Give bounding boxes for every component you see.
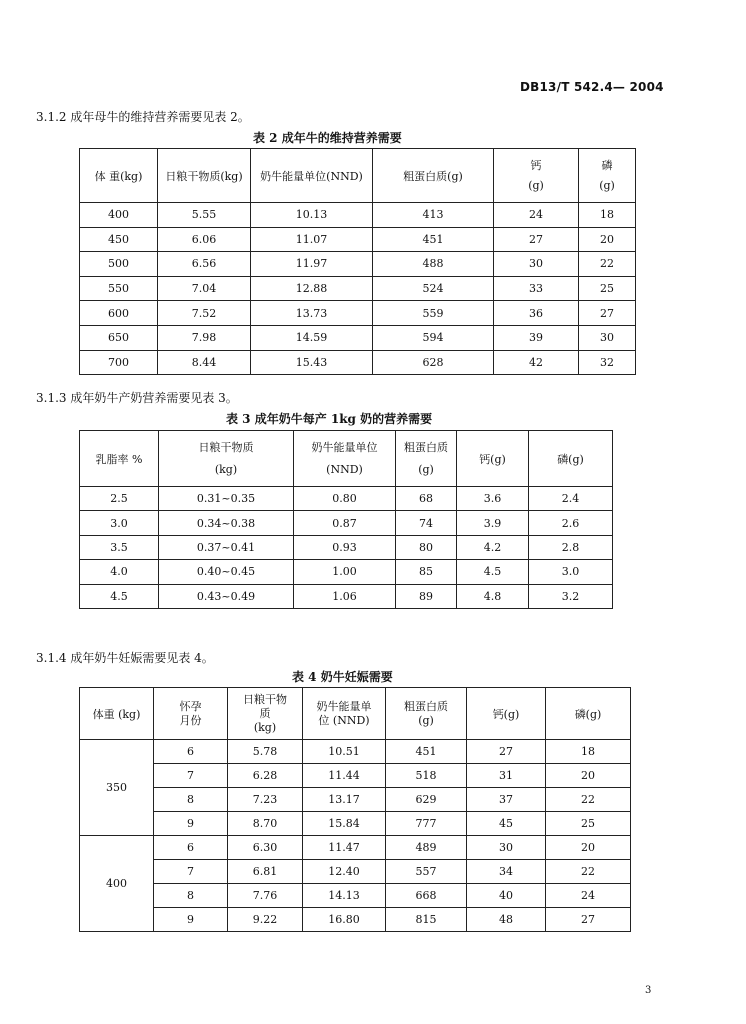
table-cell: 45 — [467, 812, 546, 836]
document-code: DB13/T 542.4— 2004 — [520, 80, 664, 94]
table-cell: 600 — [80, 301, 158, 326]
table-cell: 74 — [396, 511, 457, 535]
table-cell: 488 — [373, 252, 494, 277]
table-cell: 629 — [386, 788, 467, 812]
table4-header-nnd-l2: 位 (NND) — [318, 713, 370, 727]
table-cell: 7.23 — [228, 788, 303, 812]
table-cell: 11.07 — [251, 227, 373, 252]
table2-header-dry-matter: 日粮干物质(kg) — [158, 149, 251, 203]
table4-header-crude-protein-l2: (g) — [418, 713, 434, 727]
table-cell: 18 — [579, 203, 636, 228]
table-cell: 3.9 — [457, 511, 529, 535]
table3-milk-production-requirements — [79, 430, 613, 609]
table-cell: 0.40~0.45 — [159, 560, 294, 584]
table-cell: 4.5 — [457, 560, 529, 584]
table-cell: 518 — [386, 764, 467, 788]
table-cell: 22 — [579, 252, 636, 277]
table-cell: 2.4 — [529, 487, 613, 511]
table-cell: 11.97 — [251, 252, 373, 277]
table-cell: 700 — [80, 350, 158, 375]
table-cell: 85 — [396, 560, 457, 584]
table4-body-weight-350: 350 — [80, 740, 154, 836]
table-row — [80, 764, 631, 788]
table-cell: 7.76 — [228, 884, 303, 908]
table-cell: 550 — [80, 276, 158, 301]
table-cell: 1.00 — [294, 560, 396, 584]
table-cell: 32 — [579, 350, 636, 375]
table-cell: 6.28 — [228, 764, 303, 788]
table4-header-month-l2: 月份 — [179, 713, 202, 727]
section-3-1-4-heading: 3.1.4 成年奶牛妊娠需要见表 4。 — [36, 651, 214, 665]
table-cell: 27 — [579, 301, 636, 326]
table-row — [80, 325, 636, 350]
table-cell: 0.31~0.35 — [159, 487, 294, 511]
table-cell: 3.5 — [80, 535, 159, 559]
table-row — [80, 301, 636, 326]
table-cell: 25 — [546, 812, 631, 836]
table3-header-crude-protein-l2: (g) — [418, 462, 434, 476]
table2-header-calcium-l1: 钙 — [530, 158, 542, 172]
table4-header-phosphorus: 磷(g) — [546, 688, 631, 740]
table-cell: 5.78 — [228, 740, 303, 764]
table-cell: 30 — [467, 836, 546, 860]
table-cell: 31 — [467, 764, 546, 788]
table-cell: 2.5 — [80, 487, 159, 511]
table-cell: 27 — [546, 908, 631, 932]
table-cell: 1.06 — [294, 584, 396, 608]
table-cell: 557 — [386, 860, 467, 884]
table-row — [80, 511, 613, 535]
table2-caption: 表 2 成年牛的维持营养需要 — [253, 131, 402, 145]
table-cell: 15.43 — [251, 350, 373, 375]
table-cell: 0.43~0.49 — [159, 584, 294, 608]
table-cell: 8.70 — [228, 812, 303, 836]
table2-header-nnd: 奶牛能量单位(NND) — [251, 149, 373, 203]
table3-caption: 表 3 成年奶牛每产 1kg 奶的营养需要 — [226, 412, 433, 426]
table2-header-calcium-l2: (g) — [528, 178, 544, 192]
table-cell: 10.13 — [251, 203, 373, 228]
table3-header-calcium: 钙(g) — [457, 431, 529, 487]
table3-header-nnd-l1: 奶牛能量单位 — [311, 440, 378, 454]
table-cell: 13.17 — [303, 788, 386, 812]
table-cell: 80 — [396, 535, 457, 559]
table-cell: 20 — [579, 227, 636, 252]
table-cell: 20 — [546, 836, 631, 860]
table-cell: 12.40 — [303, 860, 386, 884]
table-cell: 14.13 — [303, 884, 386, 908]
table-cell: 8.44 — [158, 350, 251, 375]
table-cell: 4.5 — [80, 584, 159, 608]
table-row — [80, 276, 636, 301]
table-cell: 30 — [579, 325, 636, 350]
table-cell: 5.55 — [158, 203, 251, 228]
table-cell: 2.8 — [529, 535, 613, 559]
table-row — [80, 860, 631, 884]
table-cell: 34 — [467, 860, 546, 884]
table-cell: 2.6 — [529, 511, 613, 535]
table-cell: 7 — [154, 764, 228, 788]
section-3-1-2-heading: 3.1.2 成年母牛的维持营养需要见表 2。 — [36, 110, 250, 124]
table3-header-dry-matter — [159, 431, 294, 487]
table4-header-dry-matter-l2: 质 — [259, 706, 271, 720]
table-row — [80, 487, 613, 511]
table-cell: 0.37~0.41 — [159, 535, 294, 559]
table-cell: 815 — [386, 908, 467, 932]
table-cell: 0.87 — [294, 511, 396, 535]
table-cell: 3.0 — [529, 560, 613, 584]
table-row — [80, 740, 631, 764]
table4-header-month-l1: 怀孕 — [179, 699, 202, 713]
table-cell: 6 — [154, 740, 228, 764]
table2-maintenance-requirements — [79, 148, 636, 375]
table4-header-dry-matter — [228, 688, 303, 740]
table-cell: 7.98 — [158, 325, 251, 350]
table-cell: 22 — [546, 860, 631, 884]
table3-header-milk-fat: 乳脂率 % — [80, 431, 159, 487]
table-cell: 4.2 — [457, 535, 529, 559]
table-row — [80, 788, 631, 812]
table-cell: 24 — [546, 884, 631, 908]
table-cell: 30 — [494, 252, 579, 277]
table3-header-nnd — [294, 431, 396, 487]
table4-header-nnd-l1: 奶牛能量单 — [316, 699, 372, 713]
table-cell: 33 — [494, 276, 579, 301]
table-cell: 24 — [494, 203, 579, 228]
table-cell: 13.73 — [251, 301, 373, 326]
table4-header-calcium: 钙(g) — [467, 688, 546, 740]
table-cell: 0.34~0.38 — [159, 511, 294, 535]
table-cell: 37 — [467, 788, 546, 812]
section-3-1-3-heading: 3.1.3 成年奶牛产奶营养需要见表 3。 — [36, 391, 238, 405]
table-row — [80, 560, 613, 584]
table-row — [80, 884, 631, 908]
table-cell: 25 — [579, 276, 636, 301]
table-cell: 450 — [80, 227, 158, 252]
table-cell: 22 — [546, 788, 631, 812]
table-cell: 3.2 — [529, 584, 613, 608]
table-row — [80, 227, 636, 252]
table3-header-crude-protein — [396, 431, 457, 487]
table-cell: 559 — [373, 301, 494, 326]
table4-header-row — [80, 688, 631, 740]
table-cell: 9.22 — [228, 908, 303, 932]
table-cell: 7.52 — [158, 301, 251, 326]
table-cell: 400 — [80, 203, 158, 228]
table-row — [80, 350, 636, 375]
table-cell: 48 — [467, 908, 546, 932]
table2-header-phosphorus — [579, 149, 636, 203]
table3-header-phosphorus: 磷(g) — [529, 431, 613, 487]
table-cell: 489 — [386, 836, 467, 860]
table-cell: 11.44 — [303, 764, 386, 788]
table-row — [80, 584, 613, 608]
table2-header-phosphorus-l2: (g) — [599, 178, 615, 192]
table4-pregnancy-requirements — [79, 687, 631, 932]
table-cell: 3.0 — [80, 511, 159, 535]
table-cell: 668 — [386, 884, 467, 908]
table-cell: 42 — [494, 350, 579, 375]
table-cell: 6 — [154, 836, 228, 860]
table3-header-row — [80, 431, 613, 487]
table-cell: 650 — [80, 325, 158, 350]
table4-header-crude-protein — [386, 688, 467, 740]
table-cell: 8 — [154, 884, 228, 908]
table-cell: 3.6 — [457, 487, 529, 511]
table4-header-body-weight: 体重 (kg) — [80, 688, 154, 740]
table4-caption: 表 4 奶牛妊娠需要 — [292, 670, 393, 684]
table-cell: 777 — [386, 812, 467, 836]
table-row — [80, 252, 636, 277]
table-cell: 7.04 — [158, 276, 251, 301]
table-cell: 4.0 — [80, 560, 159, 584]
table-cell: 40 — [467, 884, 546, 908]
table-cell: 451 — [386, 740, 467, 764]
table-cell: 6.81 — [228, 860, 303, 884]
table-cell: 7 — [154, 860, 228, 884]
table-cell: 628 — [373, 350, 494, 375]
table-cell: 0.80 — [294, 487, 396, 511]
page-number: 3 — [645, 985, 652, 996]
table-cell: 16.80 — [303, 908, 386, 932]
table2-header-crude-protein: 粗蛋白质(g) — [373, 149, 494, 203]
table-cell: 451 — [373, 227, 494, 252]
table-cell: 14.59 — [251, 325, 373, 350]
table3-header-dry-matter-l1: 日粮干物质 — [198, 440, 254, 454]
table-cell: 6.06 — [158, 227, 251, 252]
table3-header-dry-matter-l2: (kg) — [214, 462, 238, 476]
table-cell: 27 — [467, 740, 546, 764]
table-cell: 27 — [494, 227, 579, 252]
table-cell: 15.84 — [303, 812, 386, 836]
table-cell: 9 — [154, 812, 228, 836]
table-cell: 6.30 — [228, 836, 303, 860]
table2-header-row — [80, 149, 636, 203]
table2-header-body-weight: 体 重(kg) — [80, 149, 158, 203]
table-cell: 10.51 — [303, 740, 386, 764]
table-cell: 68 — [396, 487, 457, 511]
table-cell: 4.8 — [457, 584, 529, 608]
table-row — [80, 836, 631, 860]
table-row — [80, 908, 631, 932]
table3-header-nnd-l2: (NND) — [326, 462, 363, 476]
table4-header-dry-matter-l3: (kg) — [253, 720, 277, 734]
table-cell: 89 — [396, 584, 457, 608]
table3-header-crude-protein-l1: 粗蛋白质 — [404, 440, 448, 454]
table-cell: 12.88 — [251, 276, 373, 301]
table-cell: 594 — [373, 325, 494, 350]
table-cell: 9 — [154, 908, 228, 932]
table2-header-phosphorus-l1: 磷 — [601, 158, 613, 172]
table-row — [80, 812, 631, 836]
table-cell: 500 — [80, 252, 158, 277]
table4-body-weight-400: 400 — [80, 836, 154, 932]
table-cell: 6.56 — [158, 252, 251, 277]
table-row — [80, 203, 636, 228]
table-cell: 20 — [546, 764, 631, 788]
table-cell: 0.93 — [294, 535, 396, 559]
table-cell: 39 — [494, 325, 579, 350]
table4-header-nnd — [303, 688, 386, 740]
table-cell: 413 — [373, 203, 494, 228]
table-cell: 18 — [546, 740, 631, 764]
table-cell: 36 — [494, 301, 579, 326]
table2-header-calcium — [494, 149, 579, 203]
table-cell: 11.47 — [303, 836, 386, 860]
table-cell: 524 — [373, 276, 494, 301]
table4-header-dry-matter-l1: 日粮干物 — [243, 692, 287, 706]
table-row — [80, 535, 613, 559]
table4-header-month — [154, 688, 228, 740]
table4-header-crude-protein-l1: 粗蛋白质 — [404, 699, 448, 713]
table-cell: 8 — [154, 788, 228, 812]
